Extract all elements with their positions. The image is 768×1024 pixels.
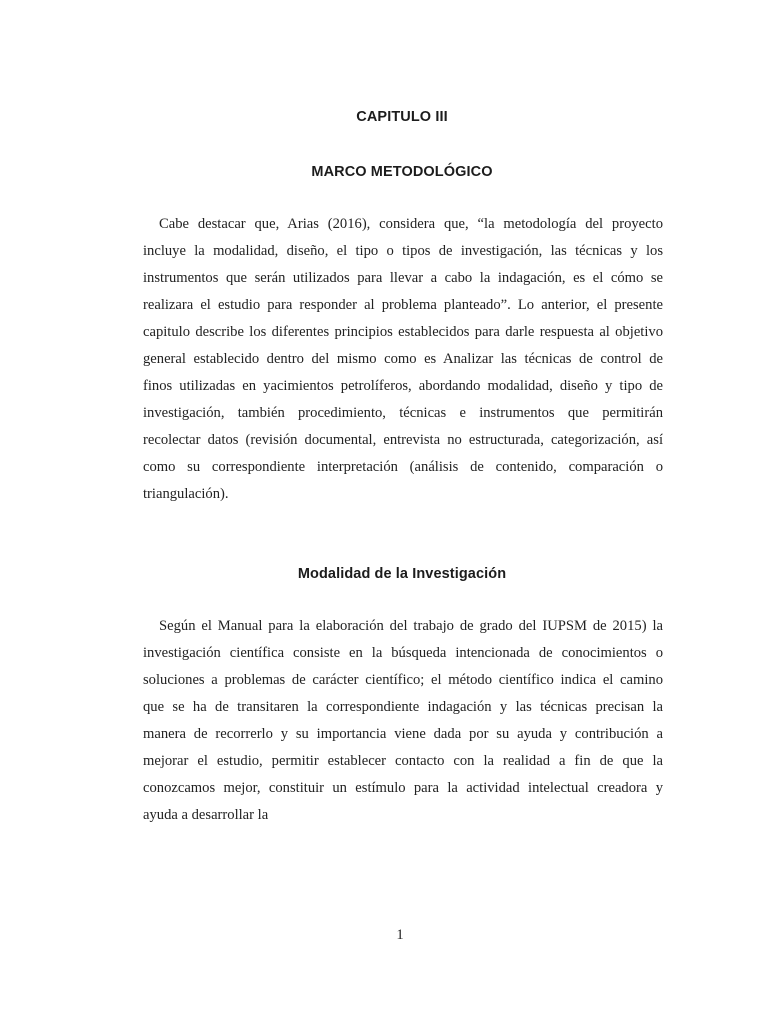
page-number: 1 [396, 927, 404, 943]
paragraph-line: realizara el estudio para responder al problema planteado”. Lo anterior, el presente [143, 297, 663, 313]
paragraph-intro [143, 211, 663, 508]
paragraph-line: soluciones a problemas de carácter científico; el método científico indica el camino [143, 672, 663, 688]
paragraph-line: instrumentos que serán utilizados para llevar a cabo la indagación, es el cómo se [143, 270, 663, 286]
paragraph-line: mejorar el estudio, permitir establecer contacto con la realidad a fin de que la [143, 753, 663, 769]
paragraph-line: manera de recorrerlo y su importancia viene dada por su ayuda y contribución a [143, 726, 663, 742]
paragraph-line: investigación, también procedimiento, técnicas e instrumentos que permitirán [143, 405, 663, 421]
paragraph-line: investigación científica consiste en la búsqueda intencionada de conocimientos o [143, 645, 663, 661]
paragraph-line: triangulación). [143, 486, 229, 502]
paragraph-line: recolectar datos (revisión documental, entrevista no estructurada, categorización, así [143, 432, 663, 448]
paragraph-line: Cabe destacar que, Arias (2016), considera que, “la metodología del proyecto [159, 216, 663, 232]
paragraph-modalidad [143, 613, 663, 829]
paragraph-line: como su correspondiente interpretación (análisis de contenido, comparación o [143, 459, 663, 475]
paragraph-line: Según el Manual para la elaboración del trabajo de grado del IUPSM de 2015) la [159, 618, 663, 634]
paragraph-line: general establecido dentro del mismo como es Analizar las técnicas de control de [143, 351, 663, 367]
paragraph-line: incluye la modalidad, diseño, el tipo o tipos de investigación, las técnicas y los [143, 243, 663, 259]
paragraph-line: ayuda a desarrollar la [143, 807, 269, 823]
section-title: MARCO METODOLÓGICO [311, 164, 493, 180]
paragraph-line: finos utilizadas en yacimientos petrolíferos, abordando modalidad, diseño y tipo de [143, 378, 663, 394]
chapter-title: CAPITULO III [356, 109, 448, 125]
subsection-title: Modalidad de la Investigación [297, 566, 507, 582]
paragraph-line: conozcamos mejor, constituir un estímulo para la actividad intelectual creadora y [143, 780, 663, 796]
paragraph-line: capitulo describe los diferentes principios establecidos para darle respuesta al objetivo [143, 324, 663, 340]
paragraph-line: que se ha de transitaren la correspondiente indagación y las técnicas precisan la [143, 699, 663, 715]
